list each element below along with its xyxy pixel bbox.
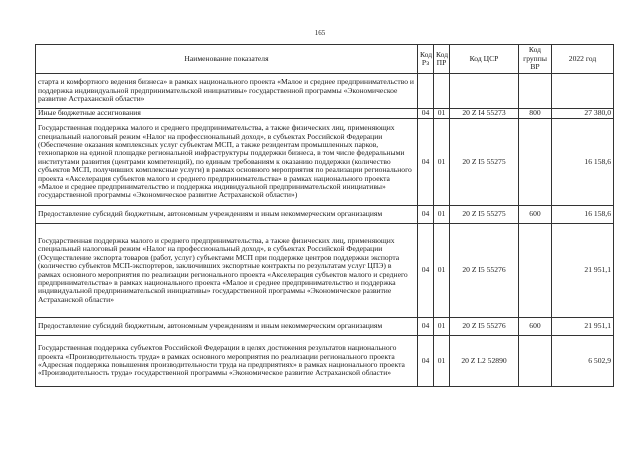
row-vr: 600 <box>519 206 552 224</box>
row-vr <box>519 74 552 109</box>
row-name: Предоставление субсидий бюджетным, автономным учреждениям и иным некоммерческим организациям <box>36 318 418 336</box>
row-csr: 20 Z L2 52890 <box>450 336 519 387</box>
budget-table <box>35 44 614 387</box>
header-csr: Код ЦСР <box>450 45 519 74</box>
row-name: старта и комфортного ведения бизнеса» в рамках национального проекта «Малое и среднее предпринимательство и поддержка индивидуальной предпринимательской инициативы» государственной программы «Экономическое развитие Астраханской области» <box>36 74 418 109</box>
row-rz <box>418 74 434 109</box>
row-vr <box>519 336 552 387</box>
row-vr: 600 <box>519 318 552 336</box>
row-pr: 01 <box>434 109 450 119</box>
header-pr: Код ПР <box>434 45 450 74</box>
table-row <box>36 119 614 206</box>
row-rz: 04 <box>418 109 434 119</box>
row-amount: 6 502,9 <box>552 336 614 387</box>
header-name: Наименование показателя <box>36 45 418 74</box>
row-vr: 800 <box>519 109 552 119</box>
row-amount: 21 951,1 <box>552 318 614 336</box>
row-csr: 20 Z I5 55276 <box>450 318 519 336</box>
row-amount <box>552 74 614 109</box>
row-amount: 16 158,6 <box>552 206 614 224</box>
row-name: Государственная поддержка малого и среднего предпринимательства, а также физических лиц, применяющих специальный налоговый режим «Налог на профессиональный доход», в субъектах Российской Федерации (Осуществление экспорта товаров (работ, услуг) субъектами МСП при поддержке центров поддержки экспорта (количество субъектов МСП-экспортеров, заключивших экспортные контракты по результатам услуг ЦПЭ) в рамках основного мероприятия по реализации регионального проекта «Акселерация субъектов малого и среднего предпринимательства» в рамках национального проекта «Малое и среднее предпринимательство и поддержка индивидуальной предпринимательской инициативы» государственной программы «Экономическое развитие Астраханской области» <box>36 224 418 318</box>
row-rz: 04 <box>418 224 434 318</box>
row-pr: 01 <box>434 206 450 224</box>
row-rz: 04 <box>418 119 434 206</box>
row-pr: 01 <box>434 224 450 318</box>
row-pr: 01 <box>434 336 450 387</box>
row-amount: 16 158,6 <box>552 119 614 206</box>
row-amount: 21 951,1 <box>552 224 614 318</box>
page-number: 165 <box>314 29 326 37</box>
header-rz: Код Рз <box>418 45 434 74</box>
table-row <box>36 109 614 119</box>
row-name: Иные бюджетные ассигнования <box>36 109 418 119</box>
row-vr <box>519 119 552 206</box>
table-row <box>36 318 614 336</box>
row-amount: 27 380,0 <box>552 109 614 119</box>
row-name: Предоставление субсидий бюджетным, автономным учреждениям и иным некоммерческим организациям <box>36 206 418 224</box>
row-rz: 04 <box>418 206 434 224</box>
row-pr <box>434 74 450 109</box>
row-rz: 04 <box>418 336 434 387</box>
row-vr <box>519 224 552 318</box>
row-name: Государственная поддержка субъектов Российской Федерации в целях достижения результатов национального проекта «Производительность труда» в рамках основного мероприятия по реализации регионального проекта «Адресная поддержка повышения производительности труда на предприятиях» в рамках национального проекта «Производительность труда» государственной программы «Экономическое развитие Астраханской области» <box>36 336 418 387</box>
table-row <box>36 74 614 109</box>
table-row <box>36 336 614 387</box>
header-year: 2022 год <box>552 45 614 74</box>
table-header-row <box>36 45 614 74</box>
header-vr: Код группы ВР <box>519 45 552 74</box>
row-csr: 20 Z I4 55273 <box>450 109 519 119</box>
row-csr <box>450 74 519 109</box>
row-pr: 01 <box>434 318 450 336</box>
row-csr: 20 Z I5 55275 <box>450 119 519 206</box>
row-csr: 20 Z I5 55276 <box>450 224 519 318</box>
row-csr: 20 Z I5 55275 <box>450 206 519 224</box>
row-name: Государственная поддержка малого и среднего предпринимательства, а также физических лиц, применяющих специальный налоговый режим «Налог на профессиональный доход», в субъектах Российской Федерации (Обеспечение оказания комплексных услуг субъектам МСП, а также резидентам промышленных парков, технопарков на единой площадке региональной инфраструктуры поддержки бизнеса, в том числе федеральными институтами развития (центрами компетенций), по единым требованиям к оказанию поддержки (количество субъектов МСП, получивших комплексные услуги) в рамках основного мероприятия по реализации регионального проекта «Акселерация субъектов малого и среднего предпринимательства» в рамках национального проекта «Малое и среднее предпринимательство и поддержка индивидуальной предпринимательской инициативы» государственной программы «Экономическое развитие Астраханской области») <box>36 119 418 206</box>
table-row <box>36 206 614 224</box>
row-rz: 04 <box>418 318 434 336</box>
row-pr: 01 <box>434 119 450 206</box>
table-row <box>36 224 614 318</box>
